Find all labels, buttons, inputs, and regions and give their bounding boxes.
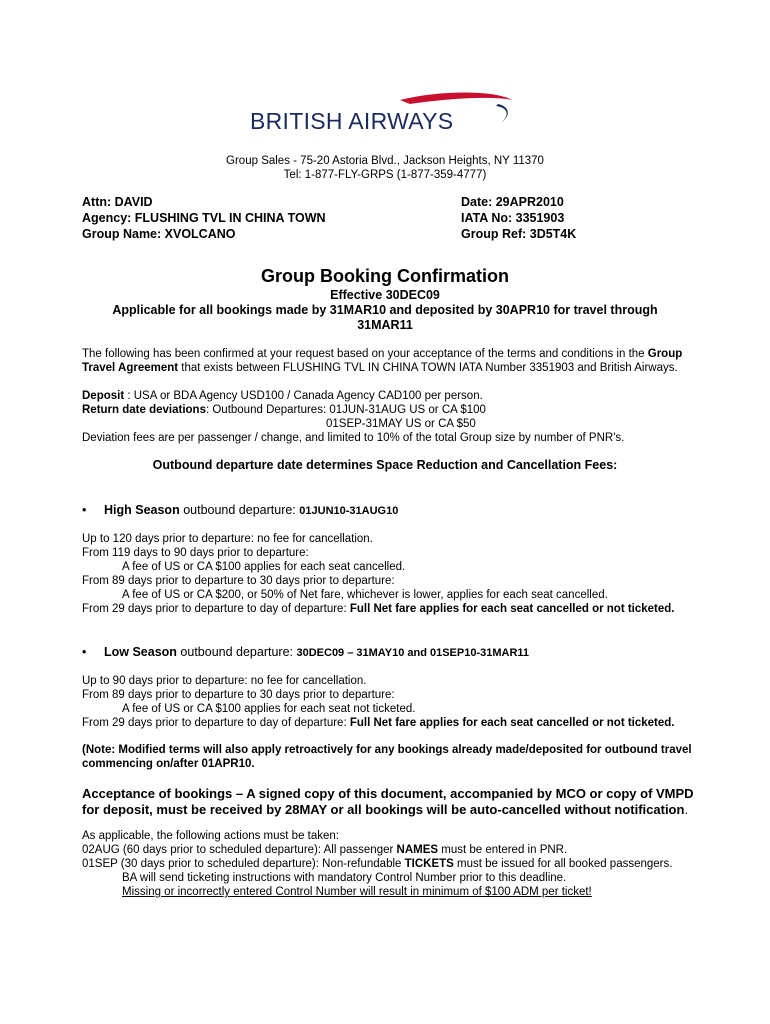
effective-date: Effective 30DEC09	[330, 288, 440, 302]
group-name: Group Name: XVOLCANO	[82, 227, 236, 241]
low-rule-4: From 29 days prior to departure to day of departure:	[82, 717, 350, 729]
low-season-label: Low Season	[104, 645, 177, 659]
action-2-bold: TICKETS	[404, 858, 454, 870]
right-info	[461, 194, 576, 242]
return-deviation-text-2: 01SEP-31MAY US or CA $50	[326, 418, 476, 430]
intro-text: The following has been confirmed at your request based on your acceptance of the terms and conditions in the	[82, 348, 648, 360]
action-1: 02AUG (60 days prior to scheduled departure): All passenger	[82, 844, 397, 856]
attn: Attn: DAVID	[82, 195, 153, 209]
low-rule-1: Up to 90 days prior to departure: no fee for cancellation.	[82, 675, 367, 687]
intro-text-2: that exists between FLUSHING TVL IN CHINA TOWN IATA Number 3351903 and British Airways.	[178, 362, 678, 374]
intro-bold-2: Travel Agreement	[82, 362, 179, 374]
low-rule-3: A fee of US or CA $100 applies for each seat not ticketed.	[122, 703, 416, 715]
high-season-label: High Season	[104, 503, 180, 517]
return-deviation-text: : Outbound Departures: 01JUN-31AUG US or CA $100	[205, 404, 486, 416]
address-line: Group Sales - 75-20 Astoria Blvd., Jackson Heights, NY 11370	[226, 155, 544, 167]
high-season-line	[82, 503, 398, 517]
action-1-end: must be entered in PNR.	[438, 844, 568, 856]
agency: Agency: FLUSHING TVL IN CHINA TOWN	[82, 211, 326, 225]
high-season-rules	[82, 532, 692, 616]
actions-intro: As applicable, the following actions must be taken:	[82, 830, 339, 842]
intro-paragraph	[82, 347, 692, 375]
page-title: Group Booking Confirmation	[261, 266, 509, 286]
applicable-line: Applicable for all bookings made by 31MAR10 and deposited by 30APR10 for travel through	[112, 303, 658, 317]
applicable-line-2: 31MAR11	[357, 318, 413, 332]
acceptance-paragraph	[82, 786, 702, 818]
deposit-text: : USA or BDA Agency USD100 / Canada Agency CAD100 per person.	[124, 390, 483, 402]
bullet-icon: •	[82, 645, 87, 659]
british-airways-logo	[250, 92, 520, 142]
low-rule-2: From 89 days prior to departure to 30 days prior to departure:	[82, 689, 395, 701]
high-rule-1: Up to 120 days prior to departure: no fee for cancellation.	[82, 533, 373, 545]
high-rule-5: A fee of US or CA $200, or 50% of Net fare, whichever is lower, applies for each seat cancelled.	[122, 589, 608, 601]
high-rule-4: From 89 days prior to departure to 30 days prior to departure:	[82, 575, 395, 587]
high-season-dates: 01JUN10-31AUG10	[299, 505, 399, 517]
iata-number: IATA No: 3351903	[461, 211, 565, 225]
high-season-text: outbound departure:	[179, 503, 300, 517]
high-rule-6-bold: Full Net fare applies for each seat cancelled or not ticketed.	[349, 603, 675, 615]
deposit-block	[82, 389, 692, 445]
low-season-text: outbound departure:	[176, 645, 297, 659]
action-2: 01SEP (30 days prior to scheduled departure): Non-refundable	[82, 858, 405, 870]
action-2-end: must be issued for all booked passengers.	[453, 858, 673, 870]
tel-line: Tel: 1-877-FLY-GRPS (1-877-359-4777)	[283, 169, 487, 181]
deposit-label: Deposit	[82, 390, 125, 402]
return-deviation-label: Return date deviations	[82, 404, 206, 416]
action-1-bold: NAMES	[396, 844, 439, 856]
low-rule-4-bold: Full Net fare applies for each seat cancelled or not ticketed.	[349, 717, 675, 729]
deviation-fees: Deviation fees are per passenger / change, and limited to 10% of the total Group size by number of PNR's.	[82, 432, 625, 444]
low-season-dates: 30DEC09 – 31MAY10 and 01SEP10-31MAR11	[296, 647, 530, 659]
acceptance-text: Acceptance of bookings – A signed copy of this document, accompanied by MCO or copy of VMPD for deposit, must be received by 28MAY or all bookings will be auto-cancelled without notification	[82, 786, 694, 817]
acceptance-end: .	[684, 802, 689, 817]
brand-name: BRITISH AIRWAYS	[250, 108, 454, 134]
high-rule-3: A fee of US or CA $100 applies for each seat cancelled.	[122, 561, 406, 573]
date: Date: 29APR2010	[461, 195, 564, 209]
actions-block	[82, 829, 692, 899]
high-rule-2: From 119 days to 90 days prior to departure:	[82, 547, 309, 559]
group-ref: Group Ref: 3D5T4K	[461, 227, 577, 241]
low-season-line	[82, 645, 529, 659]
bullet-icon: •	[82, 503, 87, 517]
action-4: Missing or incorrectly entered Control Number will result in minimum of $100 ADM per ticket!	[122, 886, 592, 898]
note-paragraph: (Note: Modified terms will also apply retroactively for any bookings already made/deposited for outbound travel commencing on/after 01APR10.	[82, 744, 692, 770]
low-season-rules	[82, 674, 692, 730]
intro-bold-1: Group	[647, 348, 683, 360]
left-info	[82, 194, 326, 242]
outbound-heading: Outbound departure date determines Space Reduction and Cancellation Fees:	[152, 458, 618, 472]
action-3: BA will send ticketing instructions with mandatory Control Number prior to this deadline.	[122, 872, 567, 884]
high-rule-6: From 29 days prior to departure to day of departure:	[82, 603, 350, 615]
